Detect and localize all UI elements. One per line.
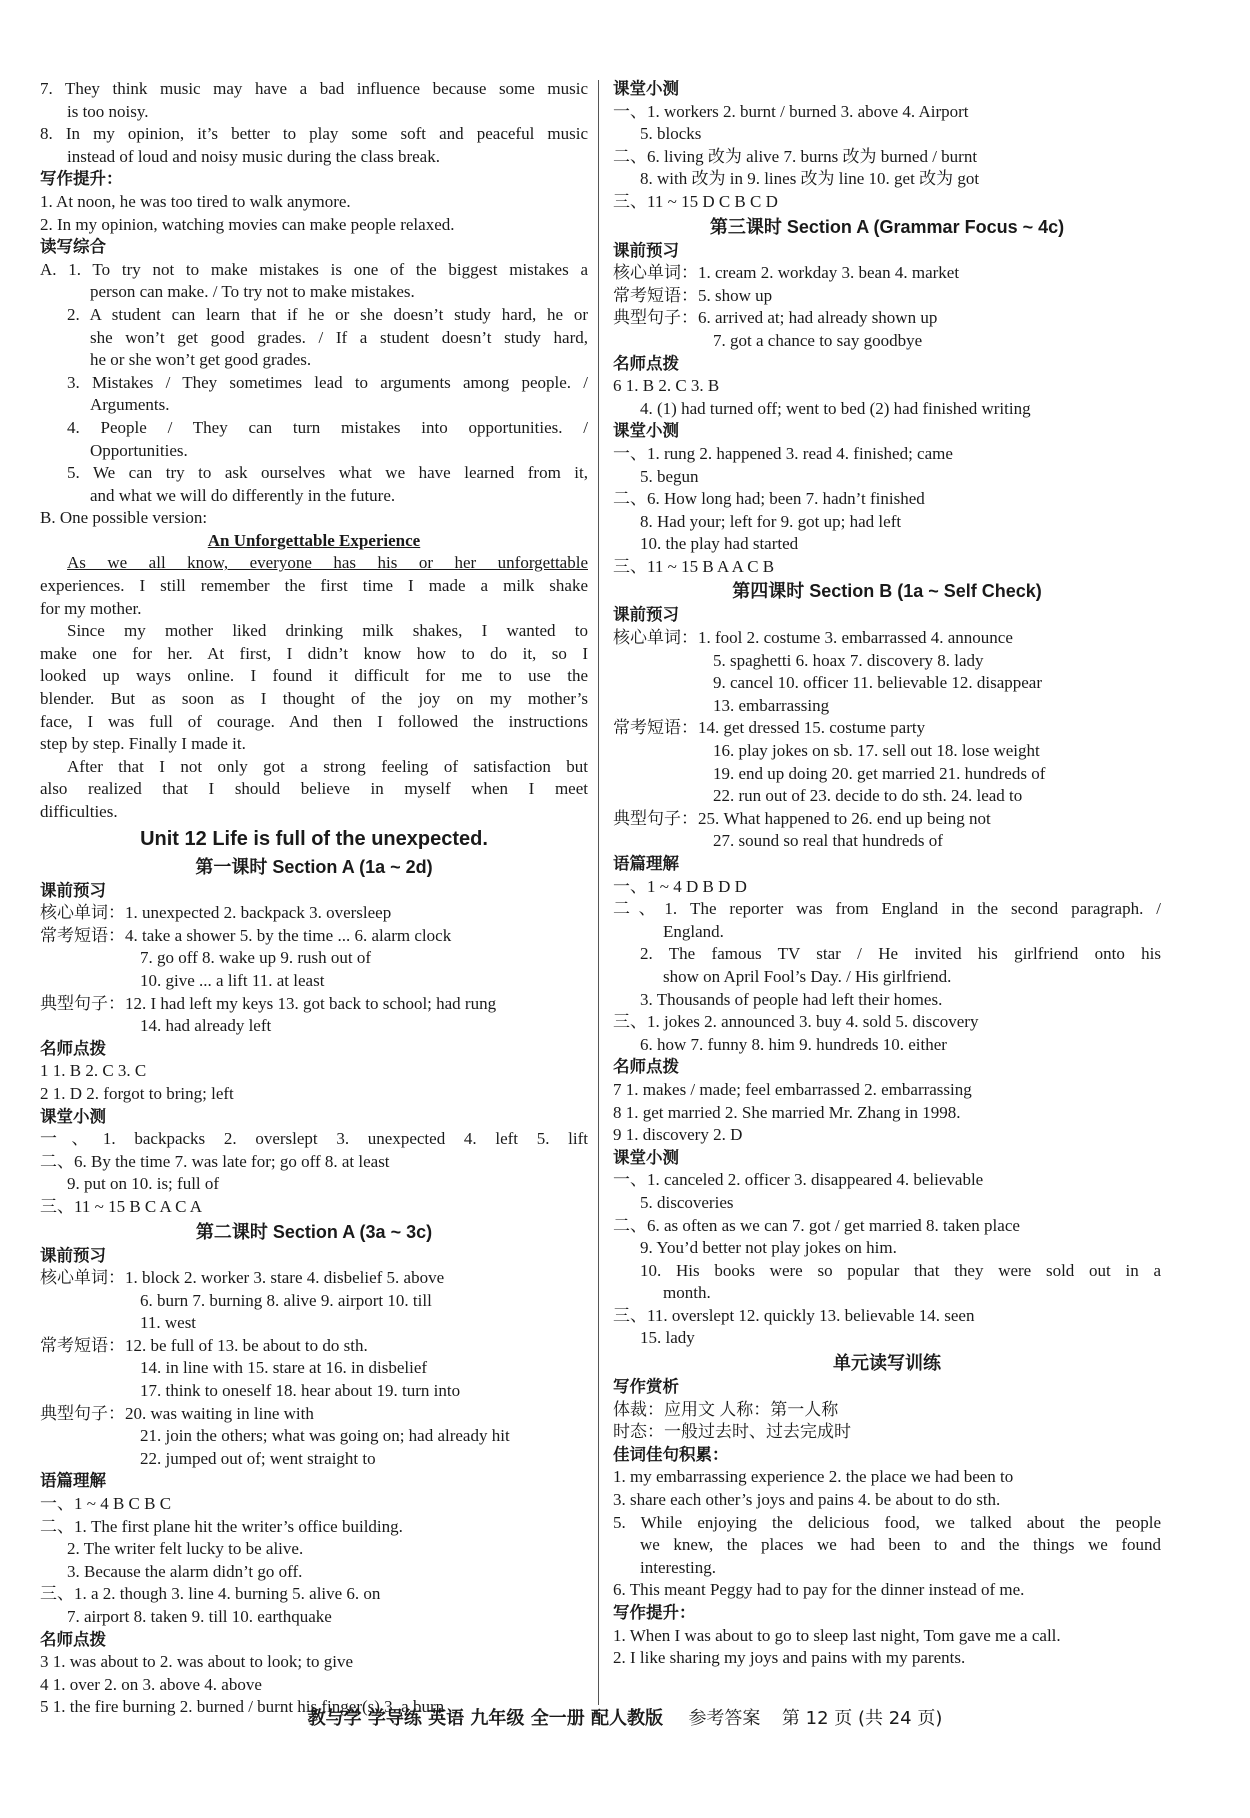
answer-line: 一、1 ~ 4 D B D D: [613, 876, 747, 896]
answer-line: 8. with 改为 in 9. lines 改为 line 10. get 改为 got: [640, 169, 980, 189]
section-heading: 名师点拨: [613, 1057, 679, 1077]
left-column: [40, 78, 588, 1719]
answer-line: 5 1. the fire burning 2. burned / burnt his finger(s) 3. a burn: [40, 1697, 445, 1717]
answer-line: 6. burn 7. burning 8. alive 9. airport 10. till: [140, 1290, 432, 1310]
answer-line: is too noisy.: [67, 101, 149, 121]
answer-line: 一、1. canceled 2. officer 3. disappeared 4. believable: [613, 1170, 984, 1190]
answer-line: 常考短语：14. get dressed 15. costume party: [613, 718, 926, 738]
answer-line: we knew, the places we had been to and the things we found: [640, 1535, 1161, 1555]
lesson-title: 第一课时 Section A (1a ~ 2d): [195, 856, 433, 877]
answer-line: 3. Because the alarm didn’t go off.: [67, 1561, 303, 1581]
answer-line: 6. This meant Peggy had to pay for the dinner instead of me.: [613, 1580, 1025, 1600]
answer-line: 8. Had your; left for 9. got up; had left: [640, 511, 902, 531]
answer-line: 3 1. was about to 2. was about to look; to give: [40, 1652, 354, 1672]
footer-page-number: 第 12 页 (共 24 页): [781, 1708, 943, 1729]
answer-line: 时态：一般过去时、过去完成时: [613, 1422, 851, 1442]
unit-title: Unit 12 Life is full of the unexpected.: [140, 827, 488, 850]
answer-line: 三、11 ~ 15 D C B C D: [613, 191, 778, 211]
answer-line: After that I not only got a strong feeling of satisfaction but: [67, 756, 588, 776]
answer-line: 二、6. By the time 7. was late for; go off 8. at least: [40, 1151, 390, 1171]
section-heading: 写作提升：: [40, 169, 123, 189]
answer-line: for my mother.: [40, 598, 142, 618]
answer-line: 1 1. B 2. C 3. C: [40, 1061, 147, 1081]
answer-line: A. 1. To try not to make mistakes is one of the biggest mistakes a: [40, 259, 588, 279]
page-footer: [0, 1704, 1250, 1730]
answer-line: 2. A student can learn that if he or she doesn’t study hard, he or: [67, 304, 588, 324]
section-heading: 读写综合: [40, 237, 106, 257]
answer-line: experiences. I still remember the first time I made a milk shake: [40, 576, 588, 596]
answer-line: 5. While enjoying the delicious food, we talked about the people: [613, 1512, 1161, 1532]
answer-line: 5. spaghetti 6. hoax 7. discovery 8. lady: [713, 650, 984, 670]
answer-line: 核心单词：1. cream 2. workday 3. bean 4. market: [613, 263, 960, 283]
section-heading: 课堂小测: [613, 421, 679, 441]
answer-line: 5. discoveries: [640, 1192, 734, 1212]
answer-line: month.: [663, 1283, 711, 1303]
answer-line: 4. People / They can turn mistakes into opportunities. /: [67, 417, 588, 437]
answer-line: England.: [663, 921, 724, 941]
answer-line: difficulties.: [40, 802, 118, 821]
answer-line: 2. I like sharing my joys and pains with my parents.: [613, 1648, 966, 1668]
answer-line: 二、1. The first plane hit the writer’s office building.: [40, 1516, 403, 1536]
lesson-title: 第三课时 Section A (Grammar Focus ~ 4c): [709, 216, 1065, 237]
answer-line: he or she won’t get good grades.: [90, 350, 312, 370]
answer-line: 典型句子：20. was waiting in line with: [40, 1403, 314, 1423]
answer-line: 10. the play had started: [640, 534, 799, 554]
answer-line: 常考短语：4. take a shower 5. by the time ... 6. alarm clock: [40, 925, 452, 945]
answer-line: and what we will do differently in the future.: [90, 485, 396, 505]
answer-line: make one for her. At first, I didn’t know how to do it, so I: [40, 643, 588, 663]
section-heading: 写作赏析: [613, 1377, 679, 1397]
answer-line: 14. in line with 15. stare at 16. in disbelief: [140, 1358, 428, 1378]
answer-line: 典型句子：25. What happened to 26. end up being not: [613, 808, 991, 828]
answer-line: 4. (1) had turned off; went to bed (2) had finished writing: [640, 398, 1031, 418]
lesson-title: 第二课时 Section A (3a ~ 3c): [195, 1221, 433, 1242]
answer-line: 15. lady: [640, 1328, 695, 1348]
answer-line: 27. sound so real that hundreds of: [713, 831, 943, 851]
answer-line: 8. In my opinion, it’s better to play some soft and peaceful music: [40, 124, 588, 144]
answer-line: step by step. Finally I made it.: [40, 734, 246, 754]
answer-line: 10. give ... a lift 11. at least: [140, 970, 325, 990]
answer-line: Since my mother liked drinking milk shakes, I wanted to: [67, 621, 588, 641]
answer-line: 16. play jokes on sb. 17. sell out 18. lose weight: [713, 741, 1040, 761]
answer-line: 2 1. D 2. forgot to bring; left: [40, 1083, 234, 1103]
answer-line: 一、1. rung 2. happened 3. read 4. finished; came: [613, 443, 953, 463]
answer-line: interesting.: [640, 1557, 717, 1577]
lesson-title: 单元读写训练: [833, 1353, 941, 1374]
answer-line: 二、6. living 改为 alive 7. burns 改为 burned / burnt: [613, 146, 978, 166]
answer-line: 14. had already left: [140, 1016, 272, 1036]
section-heading: 课堂小测: [40, 1106, 106, 1126]
answer-line: Arguments.: [90, 395, 170, 415]
answer-line: 5. blocks: [640, 124, 702, 144]
essay-title: An Unforgettable Experience: [207, 530, 421, 550]
section-heading: 名师点拨: [613, 353, 679, 373]
answer-line: show on April Fool’s Day. / His girlfriend.: [663, 966, 952, 986]
answer-line: 8 1. get married 2. She married Mr. Zhang in 1998.: [613, 1102, 961, 1122]
answer-line: 6 1. B 2. C 3. B: [613, 376, 720, 396]
answer-line: person can make. / To try not to make mistakes.: [90, 282, 415, 302]
section-heading: 写作提升：: [613, 1603, 696, 1622]
answer-line: 核心单词：1. block 2. worker 3. stare 4. disbelief 5. above: [40, 1268, 445, 1288]
lesson-title: 第四课时 Section B (1a ~ Self Check): [732, 581, 1042, 602]
answer-line: 9 1. discovery 2. D: [613, 1125, 743, 1145]
answer-line: 9. cancel 10. officer 11. believable 12. disappear: [713, 673, 1043, 693]
answer-line: 二、6. as often as we can 7. got / get married 8. taken place: [613, 1215, 1020, 1235]
section-heading: 课前预习: [613, 240, 679, 260]
answer-line: 17. think to oneself 18. hear about 19. turn into: [140, 1381, 461, 1401]
answer-line: 19. end up doing 20. get married 21. hundreds of: [713, 763, 1046, 783]
answer-line: Opportunities.: [90, 440, 188, 460]
answer-line: 3. Mistakes / They sometimes lead to arguments among people. /: [67, 372, 588, 392]
answer-line: 5. We can try to ask ourselves what we have learned from it,: [67, 463, 588, 483]
answer-line: 三、11 ~ 15 B A A C B: [613, 556, 775, 576]
answer-line: 3. Thousands of people had left their homes.: [640, 989, 943, 1009]
answer-line: 6. how 7. funny 8. him 9. hundreds 10. either: [640, 1034, 947, 1054]
answer-line: 4 1. over 2. on 3. above 4. above: [40, 1674, 262, 1694]
right-column: [613, 78, 1161, 1670]
answer-line: 一、1. backpacks 2. overslept 3. unexpected 4. left 5. lift: [40, 1129, 588, 1149]
answer-line: 11. west: [140, 1313, 197, 1333]
answer-line: 1. my embarrassing experience 2. the place we had been to: [613, 1467, 1014, 1487]
answer-line: 典型句子：12. I had left my keys 13. got back to school; had rung: [40, 993, 497, 1013]
answer-line: looked up ways online. I found it difficult for me to use the: [40, 666, 588, 686]
section-heading: 名师点拨: [40, 1038, 106, 1058]
answer-line: 7 1. makes / made; feel embarrassed 2. embarrassing: [613, 1079, 972, 1099]
answer-line: 10. His books were so popular that they were sold out in a: [640, 1260, 1161, 1280]
footer-book-title: 教与学 学导练 英语 九年级 全一册 配人教版: [307, 1708, 663, 1729]
section-heading: 课前预习: [40, 1245, 106, 1265]
answer-line: As we all know, everyone has his or her unforgettable: [67, 553, 588, 573]
section-heading: 课堂小测: [613, 79, 679, 98]
answer-line: 7. go off 8. wake up 9. rush out of: [140, 948, 372, 968]
answer-line: 13. embarrassing: [713, 695, 830, 715]
section-heading: 课前预习: [40, 880, 106, 900]
answer-line: also realized that I should believe in myself when I meet: [40, 779, 588, 799]
section-heading: 语篇理解: [40, 1471, 106, 1491]
footer-section: 参考答案: [688, 1708, 761, 1729]
answer-line: 2. In my opinion, watching movies can make people relaxed.: [40, 214, 455, 234]
answer-line: 7. They think music may have a bad influence because some music: [40, 79, 588, 98]
answer-line: 核心单词：1. unexpected 2. backpack 3. oversleep: [40, 903, 392, 923]
answer-line: 一、1. workers 2. burnt / burned 3. above 4. Airport: [613, 101, 969, 121]
answer-line: 9. You’d better not play jokes on him.: [640, 1238, 897, 1258]
section-heading: 名师点拨: [40, 1629, 106, 1649]
answer-line: 二、1. The reporter was from England in the second paragraph. /: [613, 899, 1161, 919]
answer-line: 二、6. How long had; been 7. hadn’t finished: [613, 489, 925, 509]
answer-line: 核心单词：1. fool 2. costume 3. embarrassed 4. announce: [613, 628, 1013, 648]
answer-line: 1. At noon, he was too tired to walk anymore.: [40, 191, 351, 211]
answer-line: 典型句子：6. arrived at; had already shown up: [613, 308, 938, 328]
answer-line: 2. The famous TV star / He invited his girlfriend onto his: [640, 944, 1161, 964]
answer-line: 三、11. overslept 12. quickly 13. believable 14. seen: [613, 1305, 975, 1325]
answer-line: blender. But as soon as I thought of the joy on my mother’s: [40, 689, 588, 709]
section-heading: 佳词佳句积累：: [613, 1444, 729, 1464]
answer-line: 体裁：应用文 人称：第一人称: [613, 1399, 839, 1419]
answer-line: 常考短语：5. show up: [613, 285, 773, 305]
answer-line: 5. begun: [640, 466, 699, 486]
column-divider: [598, 80, 599, 1705]
answer-line: 7. airport 8. taken 9. till 10. earthquake: [67, 1607, 332, 1626]
answer-line: 22. jumped out of; went straight to: [140, 1448, 376, 1468]
answer-line: 常考短语：12. be full of 13. be about to do sth.: [40, 1335, 368, 1355]
answer-line: she won’t get good grades. / If a student doesn’t study hard,: [90, 327, 588, 347]
answer-line: 1. When I was about to go to sleep last night, Tom gave me a call.: [613, 1625, 1061, 1645]
answer-line: 三、11 ~ 15 B C A C A: [40, 1196, 203, 1216]
answer-line: 3. share each other’s joys and pains 4. be about to do sth.: [613, 1490, 1001, 1510]
answer-line: 2. The writer felt lucky to be alive.: [67, 1539, 304, 1559]
section-heading: 语篇理解: [613, 854, 679, 873]
section-heading: 课前预习: [613, 605, 679, 625]
answer-line: 22. run out of 23. decide to do sth. 24. lead to: [713, 786, 1023, 806]
answer-line: face, I was full of courage. And then I followed the instructions: [40, 711, 588, 731]
answer-line: 三、1. jokes 2. announced 3. buy 4. sold 5. discovery: [613, 1012, 979, 1032]
answer-line: instead of loud and noisy music during the class break.: [67, 146, 440, 166]
answer-line: B. One possible version:: [40, 508, 208, 528]
answer-line: 21. join the others; what was going on; had already hit: [140, 1426, 510, 1446]
answer-line: 9. put on 10. is; full of: [67, 1174, 220, 1194]
answer-line: 一、1 ~ 4 B C B C: [40, 1494, 172, 1514]
answer-line: 7. got a chance to say goodbye: [713, 330, 923, 350]
section-heading: 课堂小测: [613, 1147, 679, 1167]
answer-line: 三、1. a 2. though 3. line 4. burning 5. alive 6. on: [40, 1584, 381, 1604]
